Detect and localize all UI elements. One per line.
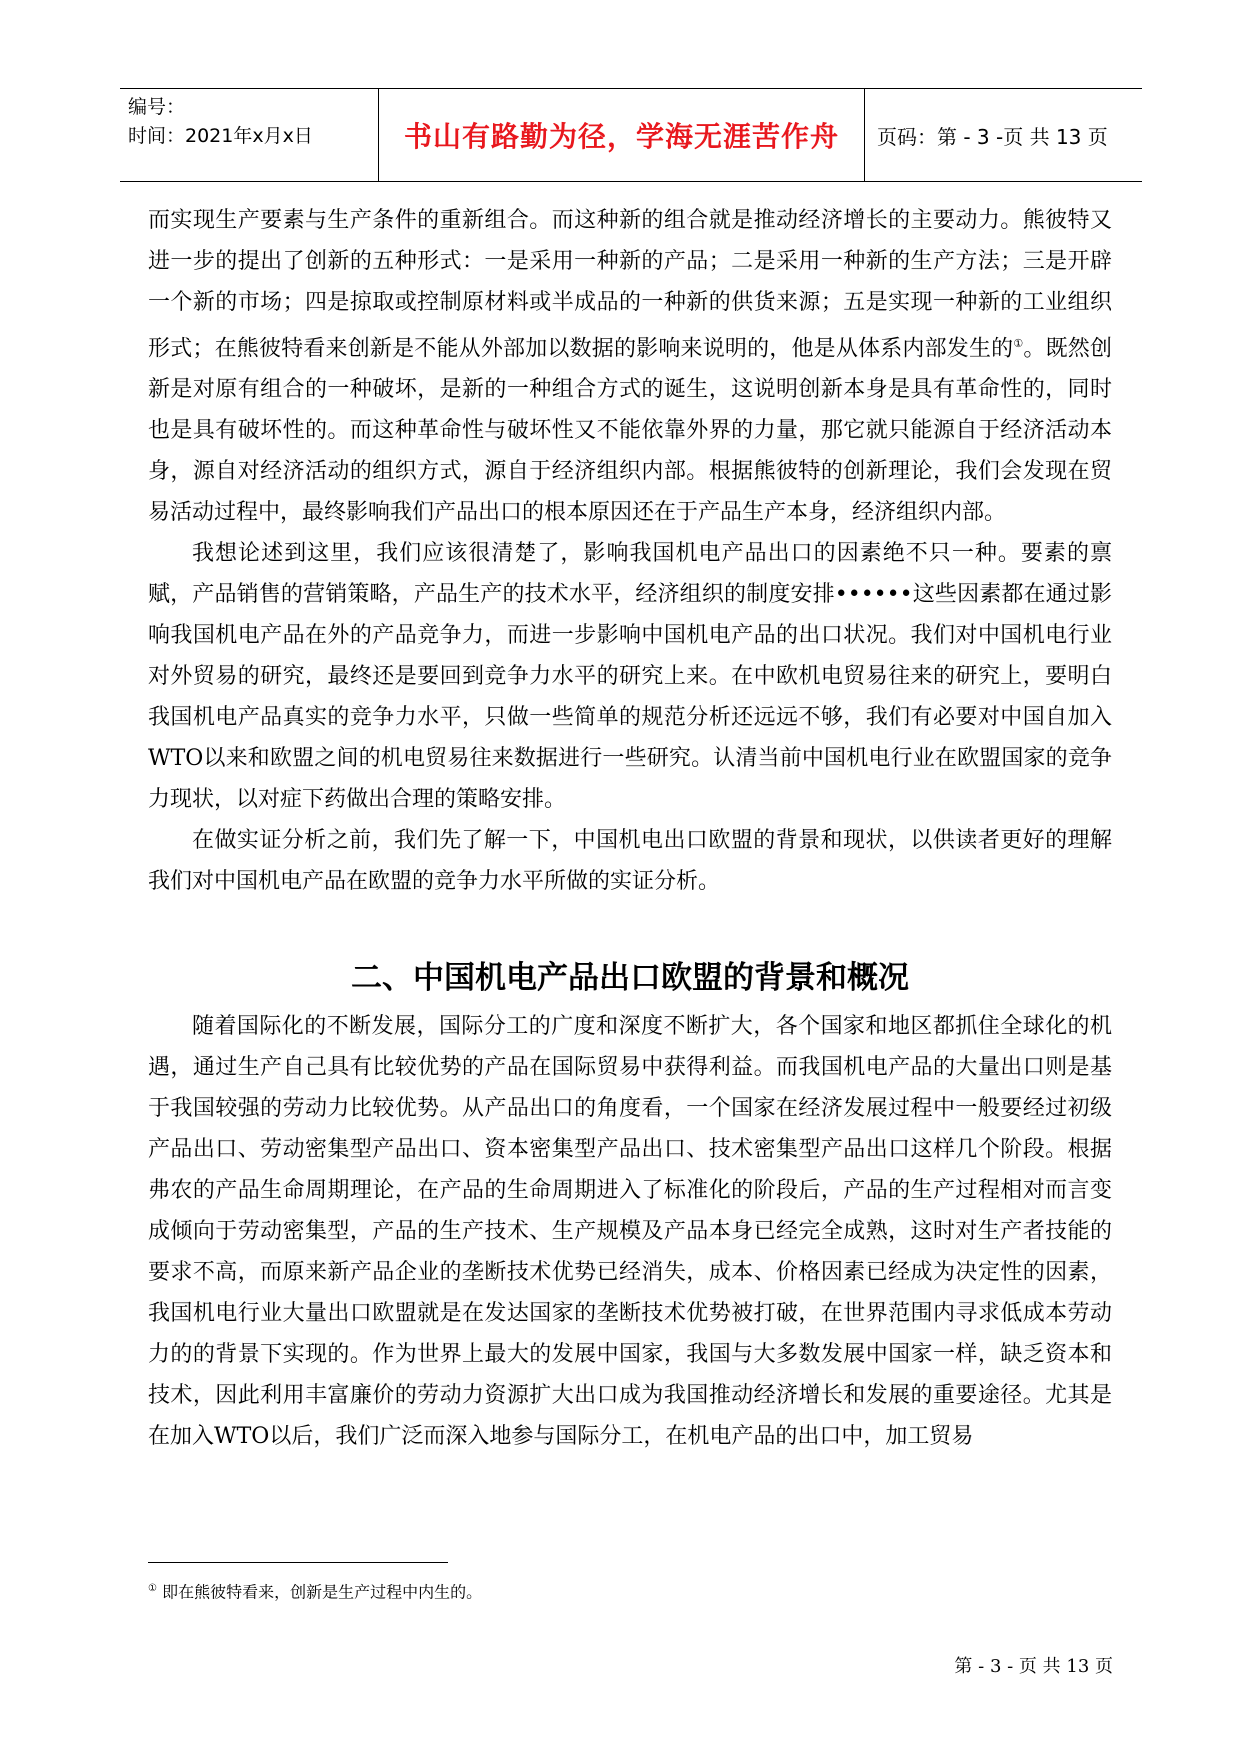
paragraph-continued [148, 200, 1112, 533]
footnote-reference: ① [1013, 337, 1024, 350]
header-meta [120, 89, 378, 181]
page-header [120, 88, 1142, 182]
paragraph-4: 随着国际化的不断发展，国际分工的广度和深度不断扩大，各个国家和地区都抓住全球化的机遇，通过生产自己具有比较优势的产品在国际贸易中获得利益。而我国机电产品的大量出口则是基于我国较强的劳动力比较优势。从产品出口的角度看，一个国家在经济发展过程中一般要经过初级产品出口、劳动密集型产品出口、资本密集型产品出口、技术密集型产品出口这样几个阶段。根据弗农的产品生命周期理论，在产品的生命周期进入了标准化的阶段后，产品的生产过程相对而言变成倾向于劳动密集型，产品的生产技术、生产规模及产品本身已经完全成熟，这时对生产者技能的要求不高，而原来新产品企业的垄断技术优势已经消失，成本、价格因素已经成为决定性的因素，我国机电行业大量出口欧盟就是在发达国家的垄断技术优势被打破，在世界范围内寻求低成本劳动力的的背景下实现的。作为世界上最大的发展中国家，我国与大多数发展中国家一样，缺乏资本和技术，因此利用丰富廉价的劳动力资源扩大出口成为我国推动经济增长和发展的重要途径。尤其是在加入WTO以后，我们广泛而深入地参与国际分工，在机电产品的出口中，加工贸易 [148, 1014, 1112, 1450]
header-motto: 书山有路勤为径，学海无涯苦作舟 [378, 89, 865, 181]
paragraph-2: 我想论述到这里，我们应该很清楚了，影响我国机电产品出口的因素绝不只一种。要素的禀赋，产品销售的营销策略，产品生产的技术水平，经济组织的制度安排••••••这些因素都在通过影响我国机电产品在外的产品竞争力，而进一步影响中国机电产品的出口状况。我们对中国机电行业对外贸易的研究，最终还是要回到竞争力水平的研究上来。在中欧机电贸易往来的研究上，要明白我国机电产品真实的竞争力水平，只做一些简单的规范分析还远远不够，我们有必要对中国自加入WTO以来和欧盟之间的机电贸易往来数据进行一些研究。认清当前中国机电行业在欧盟国家的竞争力现状，以对症下药做出合理的策略安排。 [148, 541, 1112, 813]
section-heading: 二、中国机电产品出口欧盟的背景和概况 [351, 960, 909, 997]
footnote-text: 即在熊彼特看来，创新是生产过程中内生的。 [162, 1582, 483, 1602]
header-page-info: 页码：第 - 3 -页 共 13 页 [877, 124, 1108, 149]
footnote-divider [148, 1562, 448, 1563]
paragraph-3: 在做实证分析之前，我们先了解一下，中国机电出口欧盟的背景和现状，以供读者更好的理解我们对中国机电产品在欧盟的竞争力水平所做的实证分析。 [148, 828, 1112, 895]
paragraph-text-part1: 而实现生产要素与生产条件的重新组合。而这种新的组合就是推动经济增长的主要动力。熊彼特又进一步的提出了创新的五种形式：一是采用一种新的产品；二是采用一种新的生产方法；三是开辟一个新的市场；四是掠取或控制原材料或半成品的一种新的供货来源；五是实现一种新的工业组织形式；在熊彼特看来创新是不能从外部加以数据的影响来说明的，他是从体系内部发生的 [148, 208, 1112, 362]
page-footer: 第 - 3 - 页 共 13 页 [954, 1656, 1113, 1677]
document-time: 时间：2021年x月x日 [128, 125, 313, 147]
document-body [148, 200, 1112, 1457]
paragraph-text-part2: 。既然创新是对原有组合的一种破坏，是新的一种组合方式的诞生，这说明创新本身是具有革命性的，同时也是具有破坏性的。而这种革命性与破坏性又不能依靠外界的力量，那它就只能源自于经济活动本身，源自对经济活动的组织方式，源自于经济组织内部。根据熊彼特的创新理论，我们会发现在贸易活动过程中，最终影响我们产品出口的根本原因还在于产品生产本身，经济组织内部。 [148, 336, 1112, 526]
footnote [148, 1577, 482, 1604]
footnote-marker: ① [148, 1583, 157, 1594]
document-number-label: 编号： [128, 96, 186, 118]
